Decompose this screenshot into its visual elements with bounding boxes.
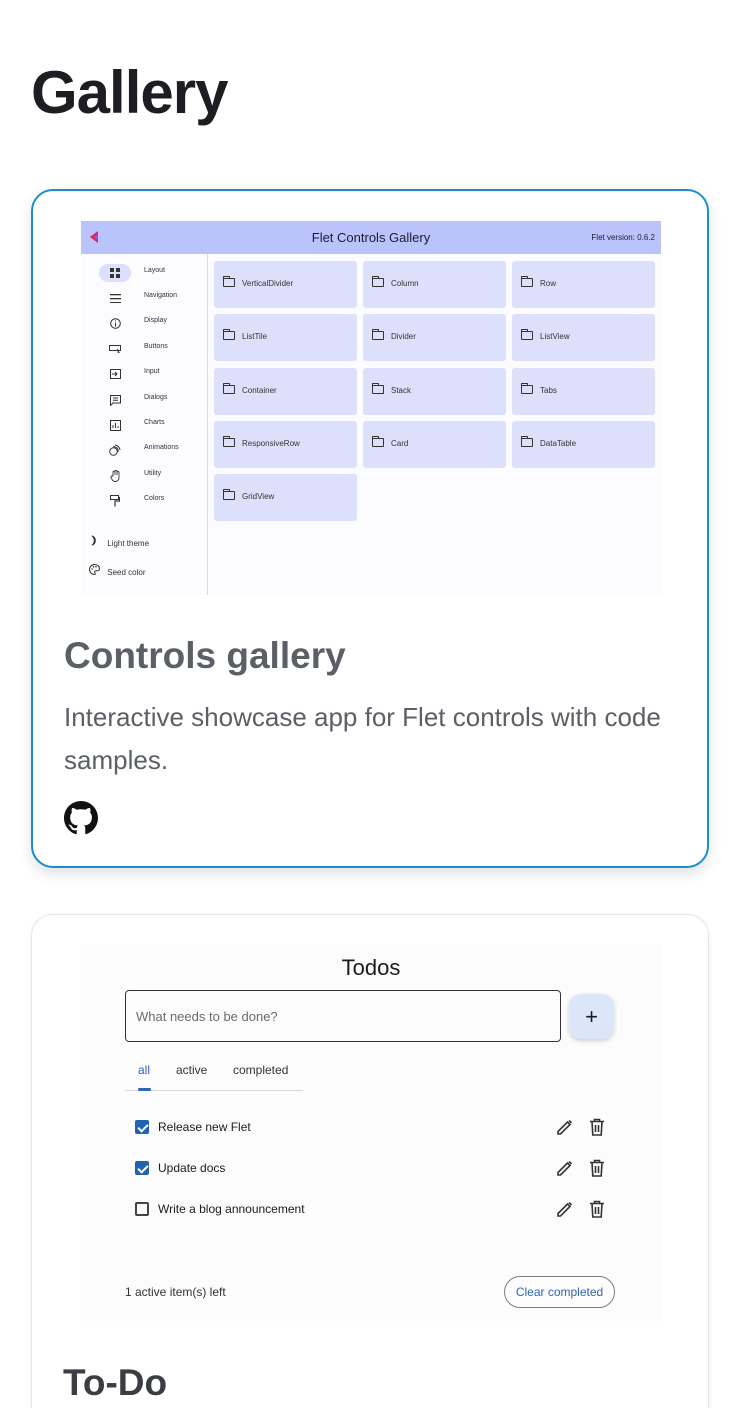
tile-listview[interactable] bbox=[512, 314, 655, 361]
folder-icon bbox=[521, 331, 533, 340]
trash-icon[interactable] bbox=[588, 1158, 606, 1178]
tile-column[interactable] bbox=[363, 261, 506, 308]
rail-label: Utility bbox=[144, 470, 162, 477]
tile-label: ListView bbox=[540, 332, 570, 341]
rail-label: Colors bbox=[144, 495, 165, 502]
todo-item bbox=[125, 1154, 615, 1184]
pencil-icon[interactable] bbox=[555, 1158, 575, 1178]
card-title: To-Do bbox=[63, 1362, 168, 1403]
tile-label: Row bbox=[540, 279, 557, 288]
app-bar bbox=[81, 221, 661, 254]
brush-icon bbox=[99, 492, 131, 510]
moon-icon bbox=[89, 535, 105, 549]
rail-label: Buttons bbox=[144, 343, 168, 350]
todo-item bbox=[125, 1195, 615, 1225]
pencil-icon[interactable] bbox=[555, 1199, 575, 1219]
rail-label: Dialogs bbox=[144, 394, 168, 401]
button-icon bbox=[99, 340, 131, 358]
rail-label: Navigation bbox=[144, 292, 178, 299]
tile-gridview[interactable] bbox=[214, 474, 357, 521]
dialog-icon bbox=[99, 391, 131, 409]
controls-gallery-card[interactable] bbox=[31, 189, 709, 868]
seed-color-label: Seed color bbox=[107, 568, 146, 577]
folder-icon bbox=[223, 331, 235, 340]
folder-icon bbox=[521, 385, 533, 394]
rail-item-layout[interactable] bbox=[81, 264, 208, 286]
rail-item-dialogs[interactable] bbox=[81, 391, 208, 413]
tile-label: ListTile bbox=[242, 332, 268, 341]
rail-item-colors[interactable] bbox=[81, 492, 208, 514]
light-theme-label: Light theme bbox=[107, 539, 150, 548]
tile-label: Container bbox=[242, 386, 277, 395]
folder-icon bbox=[372, 385, 384, 394]
new-todo-input[interactable] bbox=[125, 990, 561, 1042]
todos-title: Todos bbox=[341, 955, 401, 980]
rail-item-animations[interactable] bbox=[81, 441, 208, 463]
light-theme-toggle[interactable] bbox=[89, 535, 149, 549]
tile-label: GridView bbox=[242, 492, 275, 501]
rail-item-utility[interactable] bbox=[81, 467, 208, 489]
items-left-count: 1 active item(s) left bbox=[125, 1285, 226, 1299]
todo-checkbox[interactable] bbox=[135, 1120, 149, 1134]
tab-indicator bbox=[138, 1088, 151, 1091]
tile-card[interactable] bbox=[363, 421, 506, 468]
todo-checkbox[interactable] bbox=[135, 1202, 149, 1216]
tile-listtile[interactable] bbox=[214, 314, 357, 361]
tile-label: VerticalDivider bbox=[242, 279, 294, 288]
tile-divider[interactable] bbox=[363, 314, 506, 361]
palette-icon bbox=[89, 564, 105, 578]
folder-icon bbox=[223, 278, 235, 287]
github-icon[interactable] bbox=[64, 801, 98, 835]
todo-screenshot bbox=[80, 945, 662, 1321]
menu-icon bbox=[99, 289, 131, 307]
tile-stack[interactable] bbox=[363, 368, 506, 415]
controls-gallery-screenshot bbox=[81, 221, 661, 595]
folder-icon bbox=[372, 331, 384, 340]
tile-label: Tabs bbox=[540, 386, 557, 395]
app-title: Flet Controls Gallery bbox=[311, 230, 431, 245]
rail-item-input[interactable] bbox=[81, 365, 208, 387]
tile-label: Card bbox=[391, 439, 409, 448]
rail-label: Charts bbox=[144, 419, 165, 426]
animation-icon bbox=[99, 441, 131, 459]
rail-item-charts[interactable] bbox=[81, 416, 208, 438]
rail-label: Animations bbox=[144, 444, 179, 451]
tile-responsiverow[interactable] bbox=[214, 421, 357, 468]
rail-label: Input bbox=[144, 368, 160, 375]
navigation-rail bbox=[81, 254, 208, 595]
plus-icon: + bbox=[585, 1003, 598, 1029]
rail-label: Layout bbox=[144, 267, 166, 274]
rail-item-navigation[interactable] bbox=[81, 289, 208, 311]
todo-card[interactable] bbox=[31, 914, 709, 1408]
tile-label: Divider bbox=[391, 332, 416, 341]
todo-checkbox[interactable] bbox=[135, 1161, 149, 1175]
folder-icon bbox=[223, 438, 235, 447]
filter-tabs bbox=[125, 1059, 303, 1091]
folder-icon bbox=[223, 385, 235, 394]
input-icon bbox=[99, 365, 131, 383]
version-label: Flet version: 0.6.2 bbox=[591, 233, 655, 242]
trash-icon[interactable] bbox=[588, 1117, 606, 1137]
tile-row[interactable] bbox=[512, 261, 655, 308]
todo-label: Write a blog announcement bbox=[158, 1202, 305, 1216]
tab-active[interactable]: active bbox=[176, 1063, 208, 1077]
tile-datatable[interactable] bbox=[512, 421, 655, 468]
tile-label: DataTable bbox=[540, 439, 577, 448]
folder-icon bbox=[372, 278, 384, 287]
chart-icon bbox=[99, 416, 131, 434]
folder-icon bbox=[521, 278, 533, 287]
tile-label: ResponsiveRow bbox=[242, 439, 300, 448]
rail-item-buttons[interactable] bbox=[81, 340, 208, 362]
rail-item-display[interactable] bbox=[81, 314, 208, 336]
folder-icon bbox=[521, 438, 533, 447]
tile-tabs[interactable] bbox=[512, 368, 655, 415]
tile-label: Stack bbox=[391, 386, 412, 395]
clear-completed-button[interactable]: Clear completed bbox=[504, 1276, 615, 1308]
card-title: Controls gallery bbox=[64, 635, 346, 676]
pencil-icon[interactable] bbox=[555, 1117, 575, 1137]
folder-icon bbox=[372, 438, 384, 447]
add-todo-button[interactable] bbox=[569, 994, 614, 1039]
folder-icon bbox=[223, 491, 235, 500]
tile-container[interactable] bbox=[214, 368, 357, 415]
todo-label: Release new Flet bbox=[158, 1120, 251, 1134]
rail-label: Display bbox=[144, 317, 167, 324]
grid-icon bbox=[99, 264, 131, 282]
card-description: Interactive showcase app for Flet controls with code samples. bbox=[64, 702, 661, 775]
info-icon bbox=[99, 314, 131, 332]
tile-verticaldivider[interactable] bbox=[214, 261, 357, 308]
tab-completed[interactable]: completed bbox=[233, 1063, 289, 1077]
tab-all[interactable]: all bbox=[138, 1063, 151, 1077]
todo-label: Update docs bbox=[158, 1161, 226, 1175]
tile-label: Column bbox=[391, 279, 419, 288]
seed-color-button[interactable] bbox=[89, 564, 145, 578]
todo-item bbox=[125, 1113, 615, 1143]
hand-icon bbox=[99, 467, 131, 485]
trash-icon[interactable] bbox=[588, 1199, 606, 1219]
page-title: Gallery bbox=[31, 59, 228, 126]
